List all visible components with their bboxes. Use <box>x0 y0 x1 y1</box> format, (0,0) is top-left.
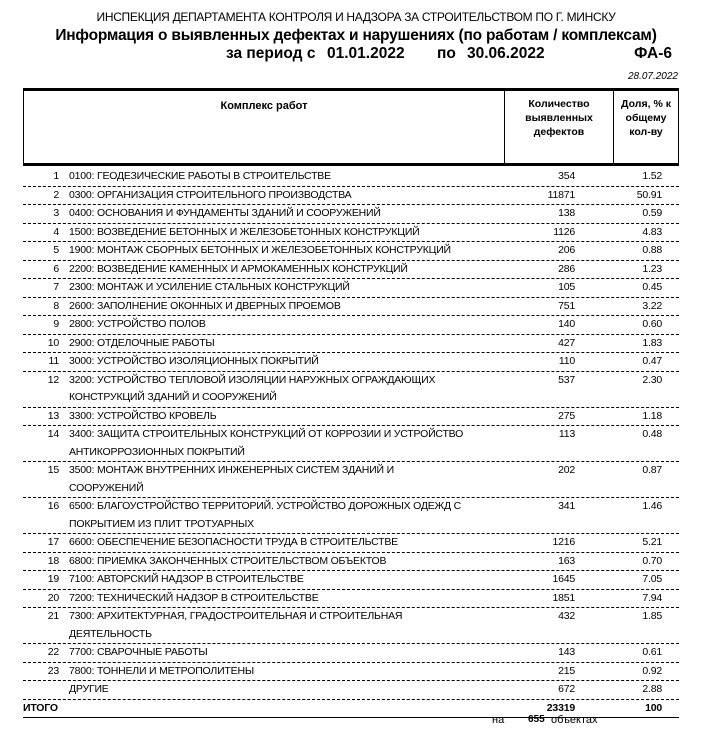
table-row <box>23 279 679 298</box>
row-defect-count: 105 <box>558 281 575 293</box>
row-complex-name: 2800: УСТРОЙСТВО ПОЛОВ <box>69 318 206 330</box>
row-share-percent: 50.91 <box>636 188 662 201</box>
row-number: 10 <box>47 336 59 349</box>
table-row <box>23 335 679 354</box>
objects-count: 655 <box>528 714 545 725</box>
column-header-complex: Комплекс работ <box>220 100 308 112</box>
row-defect-count: 427 <box>558 336 575 349</box>
table-row <box>23 462 679 498</box>
row-complex-name: 1900: МОНТАЖ СБОРНЫХ БЕТОННЫХ И ЖЕЛЕЗОБЕТОННЫХ КОНСТРУКЦИЙ <box>69 244 451 256</box>
form-code: ФА-6 <box>634 45 672 62</box>
row-share-percent: 3.22 <box>642 299 662 312</box>
row-share-percent: 7.94 <box>642 591 662 604</box>
table-body <box>23 168 679 718</box>
row-share-percent: 0.70 <box>642 554 662 567</box>
row-number: 6 <box>53 262 59 275</box>
row-share-percent: 0.92 <box>642 664 662 677</box>
row-share-percent: 1.46 <box>642 500 662 512</box>
table-header <box>23 88 679 166</box>
table-row <box>23 534 679 553</box>
row-share-percent: 0.87 <box>642 464 662 476</box>
row-defect-count: 1216 <box>552 536 575 548</box>
row-complex-name: ДРУГИЕ <box>69 683 109 695</box>
row-complex-name: 0300: ОРГАНИЗАЦИЯ СТРОИТЕЛЬНОГО ПРОИЗВОДСТВА <box>69 188 352 201</box>
row-complex-name: 2300: МОНТАЖ И УСИЛЕНИЕ СТАЛЬНЫХ КОНСТРУКЦИЙ <box>69 281 350 293</box>
objects-on-label: на <box>492 714 505 726</box>
row-complex-name: 3500: МОНТАЖ ВНУТРЕННИХ ИНЖЕНЕРНЫХ СИСТЕМ ЗДАНИЙ И СООРУЖЕНИЙ <box>69 464 394 494</box>
row-complex-name: 3000: УСТРОЙСТВО ИЗОЛЯЦИОННЫХ ПОКРЫТИЙ <box>69 355 319 367</box>
row-defect-count: 751 <box>558 299 575 312</box>
objects-label: объектах <box>551 714 598 726</box>
row-number: 23 <box>47 664 59 677</box>
row-complex-name: 3400: ЗАЩИТА СТРОИТЕЛЬНЫХ КОНСТРУКЦИЙ ОТ КОРРОЗИИ И УСТРОЙСТВО АНТИКОРРОЗИОННЫХ ПОКРЫТИЙ <box>69 428 464 458</box>
column-header-share <box>613 91 678 163</box>
row-defect-count: 113 <box>558 428 575 440</box>
row-defect-count: 215 <box>558 664 575 677</box>
row-defect-count: 140 <box>558 318 575 330</box>
row-number: 8 <box>53 299 59 312</box>
row-number: 3 <box>53 207 59 219</box>
table-row <box>23 261 679 280</box>
row-defect-count: 354 <box>558 170 575 182</box>
report-period <box>0 45 712 65</box>
row-share-percent: 1.52 <box>642 170 662 182</box>
table-row <box>23 353 679 372</box>
table-row <box>23 372 679 408</box>
row-complex-name: 6500: БЛАГОУСТРОЙСТВО ТЕРРИТОРИЙ. УСТРОЙСТВО ДОРОЖНЫХ ОДЕЖД С ПОКРЫТИЕМ ИЗ ПЛИТ ТРОТУАРНЫХ <box>69 500 462 530</box>
period-to-label: по <box>437 45 456 62</box>
row-share-percent: 1.85 <box>642 610 662 622</box>
row-share-percent: 2.30 <box>642 373 662 386</box>
table-row <box>23 663 679 682</box>
row-share-percent: 2.88 <box>642 683 662 695</box>
table-row <box>23 408 679 427</box>
table-row <box>23 553 679 572</box>
column-header-count <box>504 91 613 163</box>
row-complex-name: 2200: ВОЗВЕДЕНИЕ КАМЕННЫХ И АРМОКАМЕННЫХ КОНСТРУКЦИЙ <box>69 262 408 275</box>
row-complex-name: 3200: УСТРОЙСТВО ТЕПЛОВОЙ ИЗОЛЯЦИИ НАРУЖНЫХ ОГРАЖДАЮЩИХ КОНСТРУКЦИЙ ЗДАНИЙ И СООРУЖЕНИЙ <box>69 373 436 403</box>
row-number: 7 <box>53 281 59 293</box>
row-defect-count: 1851 <box>552 591 575 604</box>
row-defect-count: 537 <box>558 373 575 386</box>
row-number: 13 <box>47 409 59 422</box>
table-row <box>23 498 679 534</box>
row-complex-name: 6800: ПРИЕМКА ЗАКОНЧЕННЫХ СТРОИТЕЛЬСТВОМ ОБЪЕКТОВ <box>69 554 387 567</box>
row-number: 5 <box>53 244 59 256</box>
row-complex-name: 7100: АВТОРСКИЙ НАДЗОР В СТРОИТЕЛЬСТВЕ <box>69 573 304 585</box>
row-defect-count: 1126 <box>553 225 575 238</box>
row-share-percent: 0.48 <box>642 428 662 440</box>
row-complex-name: 1500: ВОЗВЕДЕНИЕ БЕТОННЫХ И ЖЕЛЕЗОБЕТОННЫХ КОНСТРУКЦИЙ <box>69 225 420 238</box>
print-date: 28.07.2022 <box>627 71 678 82</box>
period-to-date: 30.06.2022 <box>467 45 545 62</box>
column-header-count-label: Количество выявленных дефектов <box>525 98 593 138</box>
row-complex-name: 0100: ГЕОДЕЗИЧЕСКИЕ РАБОТЫ В СТРОИТЕЛЬСТВЕ <box>69 170 331 182</box>
row-share-percent: 0.59 <box>642 207 662 219</box>
table-row <box>23 168 679 187</box>
row-number: 19 <box>47 573 59 585</box>
row-share-percent: 0.60 <box>642 318 662 330</box>
row-defect-count: 432 <box>558 610 575 622</box>
row-defect-count: 163 <box>558 554 575 567</box>
table-row <box>23 224 679 243</box>
table-row <box>23 298 679 317</box>
row-number: 4 <box>53 225 59 238</box>
row-complex-name: 6600: ОБЕСПЕЧЕНИЕ БЕЗОПАСНОСТИ ТРУДА В СТРОИТЕЛЬСТВЕ <box>69 536 398 548</box>
row-share-percent: 0.45 <box>642 281 662 293</box>
column-header-share-label: Доля, % к общему кол-ву <box>621 98 671 138</box>
row-number: 11 <box>48 355 59 367</box>
row-number: 21 <box>47 610 59 622</box>
total-label: ИТОГО <box>23 701 58 714</box>
row-defect-count: 341 <box>558 500 575 512</box>
row-defect-count: 138 <box>558 207 575 219</box>
row-defect-count: 1645 <box>552 573 575 585</box>
row-complex-name: 7800: ТОННЕЛИ И МЕТРОПОЛИТЕНЫ <box>69 664 254 677</box>
row-defect-count: 672 <box>558 683 575 695</box>
row-number: 1 <box>53 170 59 182</box>
table-row <box>23 316 679 335</box>
row-number: 9 <box>53 318 59 330</box>
row-complex-name: 2900: ОТДЕЛОЧНЫЕ РАБОТЫ <box>69 336 215 349</box>
table-row <box>23 426 679 462</box>
row-share-percent: 1.18 <box>642 409 662 422</box>
table-row <box>23 187 679 206</box>
row-complex-name: 7300: АРХИТЕКТУРНАЯ, ГРАДОСТРОИТЕЛЬНАЯ И СТРОИТЕЛЬНАЯ ДЕЯТЕЛЬНОСТЬ <box>69 610 403 640</box>
row-defect-count: 110 <box>558 355 575 367</box>
table-row <box>23 608 679 644</box>
row-share-percent: 5.21 <box>642 536 662 548</box>
row-defect-count: 286 <box>558 262 575 275</box>
row-share-percent: 0.47 <box>642 355 662 367</box>
row-number: 14 <box>47 428 59 440</box>
row-number: 16 <box>47 500 59 512</box>
row-defect-count: 202 <box>558 464 575 476</box>
row-share-percent: 7.05 <box>642 573 662 585</box>
row-share-percent: 0.61 <box>642 646 662 658</box>
row-number: 20 <box>47 591 59 604</box>
row-number: 15 <box>47 464 59 476</box>
row-complex-name: 0400: ОСНОВАНИЯ И ФУНДАМЕНТЫ ЗДАНИЙ И СООРУЖЕНИЙ <box>69 207 381 219</box>
row-number: 18 <box>47 554 59 567</box>
table-row <box>23 644 679 663</box>
organization-name: ИНСПЕКЦИЯ ДЕПАРТАМЕНТА КОНТРОЛЯ И НАДЗОРА ЗА СТРОИТЕЛЬСТВОМ ПО Г. МИНСКУ <box>96 10 616 24</box>
total-defect-count: 23319 <box>546 701 575 714</box>
table-row <box>23 205 679 224</box>
table-row <box>23 242 679 261</box>
objects-summary <box>0 714 712 730</box>
row-complex-name: 7200: ТЕХНИЧЕСКИЙ НАДЗОР В СТРОИТЕЛЬСТВЕ <box>69 591 319 604</box>
period-from-date: 01.01.2022 <box>327 45 405 62</box>
table-row <box>23 681 679 700</box>
table-row <box>23 571 679 590</box>
row-share-percent: 4.83 <box>642 225 662 238</box>
row-complex-name: 7700: СВАРОЧНЫЕ РАБОТЫ <box>69 646 208 658</box>
total-share-percent: 100 <box>645 701 662 714</box>
row-share-percent: 0.88 <box>642 244 662 256</box>
row-share-percent: 1.23 <box>642 262 662 275</box>
report-title: Информация о выявленных дефектах и нарушениях (по работам / комплексам) <box>55 27 657 44</box>
row-number: 12 <box>47 373 59 386</box>
row-defect-count: 143 <box>558 646 575 658</box>
row-number: 22 <box>47 646 59 658</box>
period-from-label: за период с <box>226 45 316 62</box>
table-row <box>23 590 679 609</box>
row-number: 17 <box>47 536 59 548</box>
row-number: 2 <box>53 188 59 201</box>
row-defect-count: 11871 <box>547 188 575 201</box>
row-defect-count: 275 <box>558 409 575 422</box>
row-complex-name: 3300: УСТРОЙСТВО КРОВЕЛЬ <box>69 409 217 422</box>
row-share-percent: 1.83 <box>642 336 662 349</box>
row-defect-count: 206 <box>558 244 575 256</box>
row-complex-name: 2600: ЗАПОЛНЕНИЕ ОКОННЫХ И ДВЕРНЫХ ПРОЕМОВ <box>69 299 341 312</box>
